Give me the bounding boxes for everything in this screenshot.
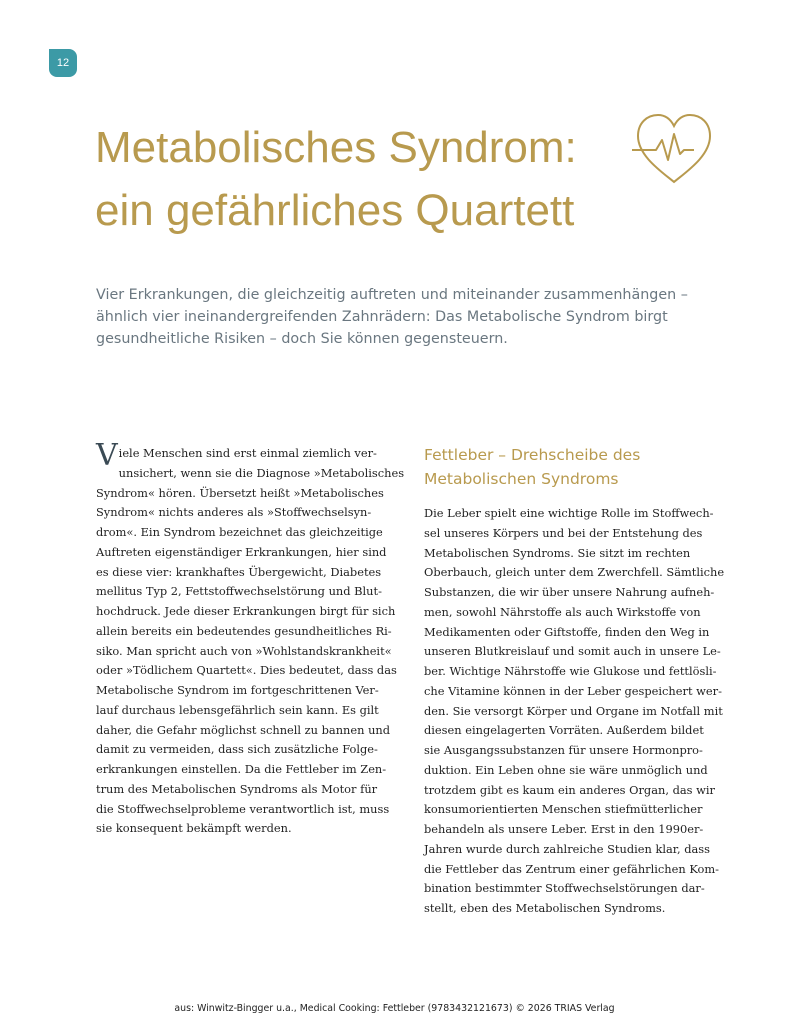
page-number-badge: 12 bbox=[49, 49, 77, 77]
body-line: Metabolische Syndrom im fortgeschrittenen Ver- bbox=[96, 683, 379, 697]
body-line: hochdruck. Jede dieser Erkrankungen birgt für sich bbox=[96, 604, 396, 618]
body-line: den. Sie versorgt Körper und Organe im Notfall mit bbox=[424, 703, 723, 718]
body-line: men, sowohl Nährstoffe als auch Wirkstoffe von bbox=[424, 604, 701, 619]
section-heading-line-1: Fettleber – Drehscheibe des bbox=[424, 446, 641, 464]
intro-line-2: ähnlich vier ineinandergreifenden Zahnrädern: Das Metabolische Syndrom birgt bbox=[96, 309, 668, 325]
body-line: sie konsequent bekämpft werden. bbox=[96, 821, 292, 836]
body-line: duktion. Ein Leben ohne sie wäre unmöglich und bbox=[424, 762, 708, 777]
heart-pulse-icon bbox=[632, 110, 716, 186]
body-line: Syndrom« hören. Übersetzt heißt »Metabolisches bbox=[96, 485, 384, 500]
page-title bbox=[95, 116, 655, 242]
page-title-line-2: ein gefährliches Quartett bbox=[95, 186, 575, 235]
body-line: drom«. Ein Syndrom bezeichnet das gleichzeitige bbox=[96, 525, 383, 539]
body-line: lauf durchaus lebensgefährlich sein kann. Es gilt bbox=[96, 702, 379, 717]
body-line: unsichert, wenn sie die Diagnose »Metabolisches bbox=[118, 465, 405, 480]
body-line: sie Ausgangssubstanzen für unsere Hormonpro- bbox=[424, 743, 703, 757]
body-line: Oberbauch, gleich unter dem Zwerchfell. Sämtliche bbox=[424, 565, 725, 580]
section-heading bbox=[424, 443, 744, 491]
body-line: Syndrom« nichts anderes als »Stoffwechselsyn- bbox=[96, 505, 372, 520]
body-line: behandeln als unsere Leber. Erst in den 1990er- bbox=[424, 822, 704, 836]
body-line: Metabolischen Syndroms. Sie sitzt im rechten bbox=[424, 545, 691, 560]
body-line: ber. Wichtige Nährstoffe wie Glukose und fettlösli- bbox=[424, 664, 717, 678]
copyright-footer: aus: Winwitz-Bingger u.a., Medical Cooking: Fettleber (9783432121673) © 2026 TRIAS Verlag bbox=[174, 1003, 615, 1014]
body-line: damit zu vermeiden, dass sich zusätzliche Folge- bbox=[96, 742, 378, 757]
intro-line-1: Vier Erkrankungen, die gleichzeitig auftreten und miteinander zusammenhängen – bbox=[96, 287, 688, 303]
body-line: trotzdem gibt es kaum ein anderes Organ, das wir bbox=[424, 782, 715, 797]
body-line: die Fettleber das Zentrum einer gefährlichen Kom- bbox=[424, 861, 720, 876]
body-line: konsumorientierten Menschen stiefmütterlicher bbox=[424, 802, 703, 817]
intro-lead bbox=[96, 284, 706, 350]
body-line: sel unseres Körpers und bei der Entstehung des bbox=[424, 525, 703, 540]
body-line: Medikamenten oder Giftstoffe, finden den Weg in bbox=[424, 624, 710, 639]
body-line: Die Leber spielt eine wichtige Rolle im Stoffwech- bbox=[424, 506, 714, 520]
drop-cap: V bbox=[96, 438, 118, 473]
body-line: diesen eingelagerten Vorräten. Außerdem bildet bbox=[424, 723, 704, 738]
body-line: Jahren wurde durch zahlreiche Studien klar, dass bbox=[424, 841, 710, 856]
body-line: iele Menschen sind erst einmal ziemlich ver- bbox=[118, 446, 377, 460]
body-line: bination bestimmter Stoffwechselstörungen dar- bbox=[424, 881, 705, 896]
body-line: trum des Metabolischen Syndroms als Motor für bbox=[96, 781, 378, 796]
left-column-body bbox=[96, 438, 405, 839]
body-line: Auftreten eigenständiger Erkrankungen, hier sind bbox=[96, 544, 387, 559]
body-line: Substanzen, die wir über unsere Nahrung aufneh- bbox=[424, 585, 715, 599]
body-line: die Stoffwechselprobleme verantwortlich ist, muss bbox=[96, 801, 390, 816]
body-line: allein bereits ein bedeutendes gesundheitliches Ri- bbox=[96, 623, 392, 638]
section-heading-line-2: Metabolischen Syndroms bbox=[424, 470, 619, 488]
body-line: unseren Blutkreislauf und somit auch in unsere Le- bbox=[424, 644, 721, 659]
body-line: daher, die Gefahr möglichst schnell zu bannen und bbox=[96, 722, 391, 737]
body-line: siko. Man spricht auch von »Wohlstandskrankheit« bbox=[96, 643, 392, 658]
body-line: erkrankungen einstellen. Da die Fettleber im Zen- bbox=[96, 762, 387, 776]
right-column-body bbox=[424, 504, 724, 919]
body-line: oder »Tödlichem Quartett«. Dies bedeutet, dass das bbox=[96, 663, 397, 678]
body-line: stellt, eben des Metabolischen Syndroms. bbox=[424, 901, 666, 915]
body-line: es diese vier: krankhaftes Übergewicht, Diabetes bbox=[96, 564, 382, 579]
body-line: che Vitamine können in der Leber gespeichert wer- bbox=[424, 683, 722, 698]
body-line: mellitus Typ 2, Fettstoffwechselstörung und Blut- bbox=[96, 584, 382, 599]
page-title-line-1: Metabolisches Syndrom: bbox=[95, 123, 577, 172]
intro-line-3: gesundheitliche Risiken – doch Sie können gegensteuern. bbox=[96, 331, 508, 347]
